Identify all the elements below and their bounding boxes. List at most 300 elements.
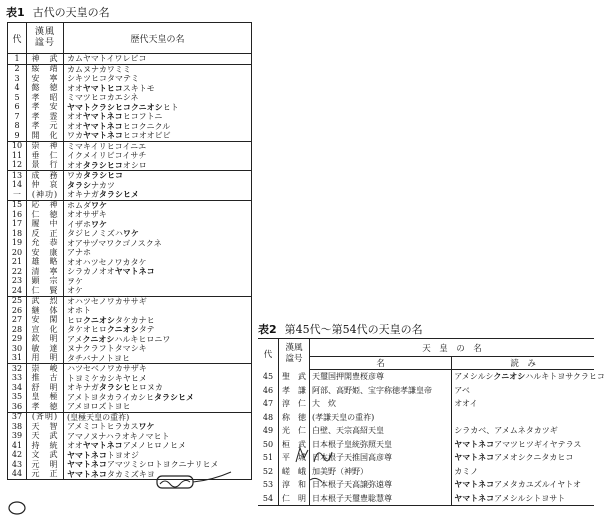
kanshi-name: 雄 略: [27, 258, 64, 268]
row-number: 33: [8, 374, 27, 384]
emperor-name: [64, 200, 252, 210]
emperor-name: [64, 402, 252, 412]
name-part-bold: ヤマトネコ: [82, 120, 123, 131]
row-number: 20: [8, 248, 27, 258]
reading-part: クニオシ: [493, 371, 526, 381]
name-part-post: ナカツ: [91, 180, 115, 190]
reading-part: アメシルシトヨサト: [494, 493, 566, 503]
table-row: [258, 438, 594, 452]
row-number: 6: [8, 103, 27, 113]
name-part-pre: オオ: [67, 441, 83, 450]
name-part-bold: ヤマトクラシヒコクニオシ: [67, 101, 163, 112]
name-part-pre: ホムダ: [67, 200, 91, 210]
emperor-names-table: [7, 22, 252, 480]
reading-part: ヤマトネコ: [454, 452, 495, 462]
name-part-post: タカミズキヨ: [106, 469, 155, 479]
row-number: 10: [8, 141, 27, 151]
row-number: 38: [8, 422, 27, 432]
name-part-pre: オオ: [67, 83, 83, 93]
table-row: [8, 354, 252, 364]
row-number: 51: [258, 451, 279, 465]
row-number: 27: [8, 316, 27, 326]
emperor-name: [64, 258, 252, 268]
row-number: 9: [8, 131, 27, 141]
name-part-pre: オケ: [67, 286, 83, 295]
emperor-name: [64, 354, 252, 364]
table-row: [258, 411, 594, 425]
row-number: 28: [8, 325, 27, 335]
row-number: 25: [8, 296, 27, 306]
table2-header-row: [258, 339, 594, 357]
name-part-bold: クニオシ: [82, 333, 115, 344]
row-number: 一: [8, 190, 27, 200]
row-number: 52: [258, 465, 279, 479]
row-number: 24: [8, 286, 27, 296]
kanshi-name: 仁 徳: [27, 210, 64, 220]
kanshi-name: 文 武: [27, 451, 64, 461]
name-part-pre: オオ: [67, 160, 83, 170]
name-part-pre: アメトヨタカライカシヒ: [67, 392, 155, 402]
reading-part: アベ: [454, 385, 470, 395]
table1-title: [6, 4, 110, 20]
table-row: [8, 161, 252, 171]
table-row: [8, 171, 252, 181]
table-row: [8, 393, 252, 403]
reading-part: ヤマトネコ: [454, 438, 495, 449]
table-row: [8, 286, 252, 296]
table1-body: [8, 54, 252, 480]
name-part-bold: ヤマトネコ: [67, 449, 107, 460]
name-part-bold: タラシヒメ: [98, 189, 139, 199]
header-name: 歴代天皇の名: [64, 23, 252, 54]
kanshi-name: 仲 哀: [27, 181, 64, 191]
name-part-post: アマツミシロトヨクニナリヒメ: [106, 460, 219, 469]
reading-part: オオイ: [454, 399, 478, 408]
name-part-bold: クニオシ: [106, 324, 139, 334]
emperor-name: [64, 316, 252, 326]
kanshi-name: 崇 峻: [27, 364, 64, 374]
table-row: [8, 64, 252, 74]
emperor-name: [64, 470, 252, 480]
row-number: 39: [8, 432, 27, 442]
emperor-name: [64, 393, 252, 403]
kanshi-name: 元 正: [27, 470, 64, 480]
reading-part: カミノ: [454, 466, 479, 476]
row-number: 53: [258, 478, 279, 492]
header-dai: 代: [8, 23, 27, 54]
kanshi-name: 清 寧: [27, 267, 64, 277]
reading-part: ハルキトヨサクラヒコ: [525, 372, 605, 381]
kanshi-name: 元 明: [27, 460, 64, 470]
t2-header-dai: 代: [258, 339, 279, 370]
row-number: 17: [8, 220, 27, 230]
emperor-name: [64, 84, 252, 94]
table-row: [8, 54, 252, 65]
reading-part: アメオシクニタカヒコ: [494, 453, 574, 462]
kanshi-name: 継 体: [27, 306, 64, 316]
row-number: 2: [8, 64, 27, 74]
name-part-post: ハルキヒロニワ: [114, 334, 171, 344]
reading-part: アメタカユズルイヤトオ: [494, 480, 582, 489]
name-part-bold: ヤマトネコ: [82, 440, 123, 450]
name-part-pre: オオ: [67, 121, 83, 131]
name-part-bold: ヤマトヒコ: [82, 82, 123, 93]
table-row: [8, 122, 252, 132]
table-row: [258, 478, 594, 492]
row-number: 3: [8, 74, 27, 84]
name-part-pre: カムヌナカワミミ: [67, 64, 131, 74]
name-part-pre: オオ: [67, 112, 83, 121]
row-number: 54: [258, 492, 279, 506]
kanshi-name: 桓 武: [279, 438, 310, 452]
emperor-name: [64, 64, 252, 74]
handwritten-circle-42: [9, 502, 25, 514]
name-part-pre: シキツヒコタマテミ: [67, 74, 139, 83]
kanshi-name: 崇 神: [27, 141, 64, 151]
handwritten-scribble: [160, 480, 190, 487]
kanshi-name: 垂 仁: [27, 151, 64, 161]
kanshi-name: 孝 元: [27, 122, 64, 132]
name-part-post: ヒコクニクル: [122, 121, 171, 131]
name-part-bold: ヤマトネコ: [67, 468, 107, 479]
emperor-name: [64, 131, 252, 141]
table-row: [8, 451, 252, 461]
kanshi-name: 仁 明: [279, 492, 310, 506]
emperor-name: [64, 141, 252, 151]
row-number: 50: [258, 438, 279, 452]
row-number: 1: [8, 54, 27, 65]
reading-part: ヤマトネコ: [454, 492, 495, 503]
name-part-pre: ヲケ: [67, 276, 83, 286]
emperor-name: [64, 248, 252, 258]
table-row: [8, 84, 252, 94]
reading-part: アマツヒツギイヤテラス: [494, 439, 582, 449]
emperor-name: 日本根子天璽豊聡慧尊: [310, 492, 452, 506]
row-number: 4: [8, 84, 27, 94]
kanshi-name: 綏 靖: [27, 64, 64, 74]
emperor-name: 大 炊: [310, 397, 452, 411]
name-part-bold: ワケ: [122, 228, 139, 238]
table-row: [8, 364, 252, 374]
table-row: [258, 397, 594, 411]
kanshi-name: 舒 明: [27, 383, 64, 393]
t2-header-name: 名: [310, 357, 452, 370]
kanshi-name: 平 城: [279, 451, 310, 465]
row-number: 23: [8, 277, 27, 287]
table-row: [8, 103, 252, 113]
row-number: 21: [8, 258, 27, 268]
kanshi-name: 持 統: [27, 441, 64, 451]
reading-part: アメシルシ: [454, 372, 494, 381]
name-part-bold: タラシヒメ: [154, 391, 195, 402]
kanshi-name: 反 正: [27, 229, 64, 239]
emperor-name: 日本根子天高譲弥遠尊: [310, 478, 452, 492]
name-part-post: オシロ: [122, 160, 147, 170]
emperor-name: [64, 220, 252, 230]
table-row: [8, 432, 252, 442]
kanshi-name: 天 武: [27, 432, 64, 442]
name-part-pre: オキナガ: [67, 190, 99, 199]
name-part-bold: ワケ: [91, 199, 107, 210]
table-row: [8, 335, 252, 345]
row-number: 43: [8, 460, 27, 470]
emperor-name: 白壁、天宗高紹天皇: [310, 424, 452, 438]
name-part-bold: タラシヒ: [98, 382, 131, 392]
row-number: 19: [8, 239, 27, 249]
row-number: 12: [8, 161, 27, 171]
emperor-name: [64, 412, 252, 422]
name-part-pre: ヒロ: [67, 315, 83, 325]
name-part-post: スキトモ: [122, 83, 155, 93]
emperor-name: [64, 296, 252, 306]
kanshi-name: 用 明: [27, 354, 64, 364]
kanshi-name: 安 康: [27, 248, 64, 258]
table-row: [258, 370, 594, 384]
emperor-name: [64, 335, 252, 345]
name-part-pre: アメヨロズトヨヒ: [67, 402, 131, 411]
kanshi-name: 武 烈: [27, 296, 64, 306]
name-part-pre: アメミコトヒラカス: [67, 422, 139, 431]
t2-header-group: 天 皇 の 名: [422, 343, 482, 354]
row-number: 34: [8, 383, 27, 393]
table1-header-row: [8, 23, 252, 54]
emperor-name: [64, 344, 252, 354]
emperor-name: [64, 364, 252, 374]
name-part-pre: オキナガ: [67, 383, 99, 392]
name-part-pre: タケオヒロ: [67, 325, 107, 334]
emperor-name: [64, 171, 252, 181]
emperor-name: 日本根子皇統弥照天皇: [310, 438, 452, 452]
name-part-post: トヨオジ: [106, 450, 139, 460]
row-number: 8: [8, 122, 27, 132]
row-number: 45: [258, 370, 279, 384]
emperor-name: 阿部、高野姫、宝字称徳孝謙皇帝: [310, 384, 452, 398]
row-number: 31: [8, 354, 27, 364]
name-part-post: ヒコオオビビ: [122, 131, 171, 140]
t2-header-kanshi: 漢風 諡号: [279, 339, 310, 370]
name-part-bold: ワケ: [138, 421, 155, 431]
emperor-name: [64, 54, 252, 65]
kanshi-name: 履 中: [27, 220, 64, 230]
emperor-reading: [452, 397, 594, 411]
name-part-post: ヒコフトニ: [122, 112, 163, 121]
name-part-post: タテ: [138, 325, 155, 334]
emperor-reading: [452, 438, 594, 452]
name-part-pre: オホト: [67, 306, 91, 315]
name-part-pre: オオハツセノワカタケ: [67, 257, 147, 267]
table-row: [8, 412, 252, 422]
kanshi-name: 顕 宗: [27, 277, 64, 287]
row-number: 42: [8, 451, 27, 461]
name-part-pre: ミマキイリヒコイニエ: [67, 141, 147, 151]
row-number: 44: [8, 470, 27, 480]
emperor-name: [64, 267, 252, 277]
kanshi-name: 安 寧: [27, 74, 64, 84]
table-row: [258, 465, 594, 479]
kanshi-name: 宣 化: [27, 325, 64, 335]
table-row: [8, 200, 252, 210]
row-number: 29: [8, 335, 27, 345]
name-part-pre: ミマツヒコカエシネ: [67, 93, 139, 102]
table2-title: [258, 321, 423, 337]
row-number: 47: [258, 397, 279, 411]
row-number: 36: [8, 402, 27, 412]
table2-caption: 第45代〜第54代の天皇の名: [284, 323, 423, 336]
row-number: 5: [8, 93, 27, 103]
kanshi-name: 成 務: [27, 171, 64, 181]
name-part-bold: ヤマトネコ: [114, 266, 155, 276]
emperor-name: 加美野（神野）: [310, 465, 452, 479]
kanshi-name: 景 行: [27, 161, 64, 171]
table-row: [8, 402, 252, 412]
emperor-name: [64, 422, 252, 432]
row-number: 32: [8, 364, 27, 374]
row-number: 41: [8, 441, 27, 451]
name-part-pre: シラカノオオ: [67, 267, 115, 276]
kanshi-name: 允 恭: [27, 239, 64, 249]
name-part-pre: ヌナクラフトタマシキ: [67, 344, 147, 353]
row-number: 7: [8, 112, 27, 122]
name-part-post: ヒト: [162, 102, 179, 112]
kanshi-name: (斉明): [27, 412, 64, 422]
kanshi-name: 光 仁: [279, 424, 310, 438]
name-part-pre: ワカ: [67, 171, 83, 180]
emperor-name: (孝謙天皇の重祚): [310, 411, 452, 425]
name-part-pre: トヨミケカシキヤヒメ: [67, 373, 147, 383]
name-part-bold: ヤマトネコ: [82, 111, 123, 121]
name-part-pre: オオサザキ: [67, 210, 107, 219]
kanshi-name: 神 武: [27, 54, 64, 65]
reading-part: ヤマトネコ: [454, 479, 495, 489]
reading-part: シラカベ、アメムネタカツギ: [454, 426, 558, 435]
row-number: 14: [8, 181, 27, 191]
emperor-names-45-54-table: [258, 338, 605, 506]
kanshi-name: 孝 霊: [27, 112, 64, 122]
name-part-bold: タラシ: [67, 179, 91, 190]
name-part-pre: アメ: [67, 334, 83, 344]
table-row: [8, 277, 252, 287]
kanshi-name: 淳 和: [279, 478, 310, 492]
name-part-pre: タジヒノミズハ: [67, 229, 123, 238]
name-part-bold: クニオシ: [83, 314, 115, 325]
table1-caption: 古代の天皇の名: [32, 6, 110, 19]
name-part-pre: オハツセノワカササギ: [67, 296, 147, 306]
name-part-pre: タチバナノトヨヒ: [67, 353, 130, 363]
name-part-pre: (皇極天皇の重祚): [67, 412, 130, 422]
row-number: 18: [8, 229, 27, 239]
emperor-reading: [452, 370, 605, 384]
kanshi-name: 称 徳: [279, 411, 310, 425]
table2-label: 表2: [258, 323, 277, 336]
table-row: [8, 190, 252, 200]
emperor-name: [64, 181, 252, 191]
kanshi-name: 聖 武: [279, 370, 310, 384]
emperor-reading: [452, 492, 594, 506]
emperor-reading: [452, 411, 594, 425]
kanshi-name: 淳 仁: [279, 397, 310, 411]
emperor-name: [64, 239, 252, 249]
row-number: 35: [8, 393, 27, 403]
emperor-name: [64, 161, 252, 171]
emperor-name: [64, 277, 252, 287]
kanshi-name: 応 神: [27, 200, 64, 210]
row-number: 30: [8, 344, 27, 354]
row-number: 49: [258, 424, 279, 438]
table-row: [8, 239, 252, 249]
emperor-reading: [452, 424, 594, 438]
name-part-bold: ヤマトネコ: [83, 130, 123, 140]
table-row: [258, 451, 594, 465]
kanshi-name: 敏 達: [27, 344, 64, 354]
table-row: [258, 424, 594, 438]
kanshi-name: 欽 明: [27, 335, 64, 345]
table-row: [258, 384, 594, 398]
header-kanshi: 漢風 諡号: [27, 23, 64, 54]
row-number: 11: [8, 151, 27, 161]
name-part-pre: アマノヌナハラオキノマヒト: [67, 431, 170, 441]
row-number: 13: [8, 171, 27, 181]
table-row: [8, 141, 252, 151]
row-number: 46: [258, 384, 279, 398]
name-part-post: ヒロヌカ: [130, 383, 163, 392]
kanshi-name: 推 古: [27, 374, 64, 384]
table-row: [8, 131, 252, 141]
kanshi-name: 安 閑: [27, 316, 64, 326]
emperor-name: 日本根子天推国高彦尊: [310, 451, 452, 465]
table2-body: [258, 370, 605, 506]
emperor-reading: [452, 478, 594, 492]
kanshi-name: 皇 極: [27, 393, 64, 403]
emperor-name: [64, 190, 252, 200]
row-number: 22: [8, 267, 27, 277]
name-part-post: アメノヒロノヒメ: [122, 441, 186, 450]
table1-label: 表1: [6, 6, 25, 19]
name-part-pre: ワカ: [67, 131, 83, 140]
row-number: 37: [8, 412, 27, 422]
emperor-name: 天璽国押開豊桜彦尊: [310, 370, 452, 384]
name-part-post: タケカナヒ: [114, 315, 155, 325]
kanshi-name: 開 化: [27, 131, 64, 141]
emperor-name: [64, 229, 252, 239]
emperor-reading: [452, 451, 594, 465]
name-part-pre: オアサヅマワクゴノスクネ: [67, 238, 162, 248]
emperor-name: [64, 286, 252, 296]
row-number: 26: [8, 306, 27, 316]
emperor-reading: [452, 384, 594, 398]
kanshi-name: 天 智: [27, 422, 64, 432]
t2-header-yomi: 読 み: [452, 357, 594, 370]
name-part-bold: タラシヒコ: [83, 170, 123, 180]
name-part-pre: ハツセベノワカサザキ: [67, 364, 147, 373]
kanshi-name: 孝 昭: [27, 93, 64, 103]
name-part-pre: アナホ: [67, 248, 91, 257]
row-number: 15: [8, 200, 27, 210]
table-row: [8, 470, 252, 480]
table-row: [8, 296, 252, 306]
kanshi-name: (神功): [27, 190, 64, 200]
name-part-pre: イザホ: [67, 219, 91, 229]
kanshi-name: 嵯 峨: [279, 465, 310, 479]
kanshi-name: 孝 謙: [279, 384, 310, 398]
emperor-reading: [452, 465, 594, 479]
kanshi-name: 孝 安: [27, 103, 64, 113]
emperor-name: [64, 374, 252, 384]
name-part-pre: カムヤマトイワレビコ: [67, 54, 147, 63]
name-part-bold: ヤマトネコ: [67, 459, 107, 469]
kanshi-name: 孝 徳: [27, 402, 64, 412]
name-part-pre: イクメイリビコイサチ: [67, 151, 147, 160]
name-part-bold: ワケ: [91, 218, 107, 229]
